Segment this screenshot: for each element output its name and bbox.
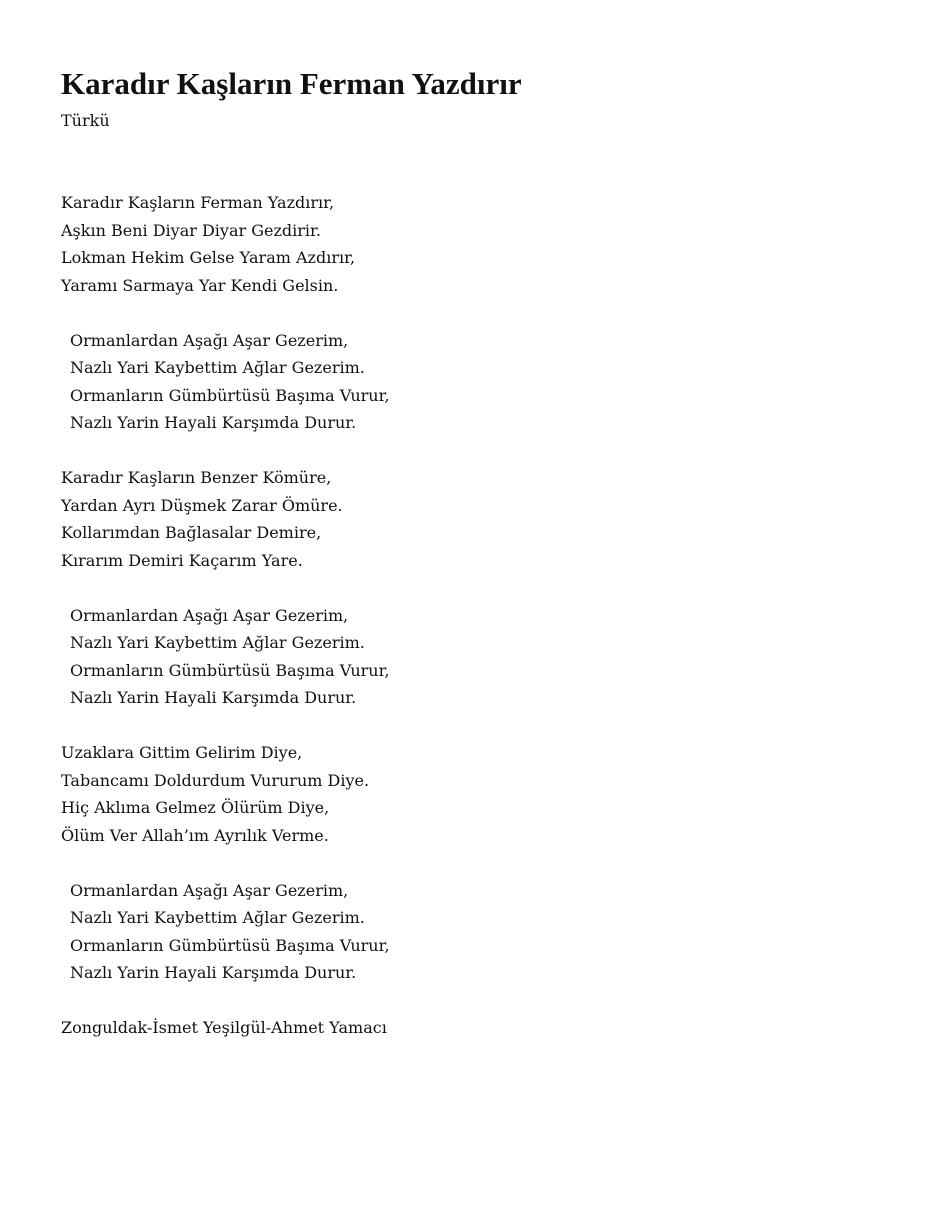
lyric-line: Hiç Aklıma Gelmez Ölürüm Diye, [61, 798, 330, 817]
lyric-line: Nazlı Yari Kaybettim Ağlar Gezerim. [70, 908, 365, 927]
document-page [61, 64, 901, 1042]
lyric-line: Lokman Hekim Gelse Yaram Azdırır, [61, 248, 356, 267]
lyric-line: Ormanların Gümbürtüsü Başıma Vurur, [70, 385, 390, 405]
stanza-verse-1 [61, 189, 901, 299]
lyric-line: Ormanların Gümbürtüsü Başıma Vurur, [70, 935, 390, 955]
lyric-line: Nazlı Yarin Hayali Karşımda Durur. [70, 688, 357, 707]
source-credit: Zonguldak-İsmet Yeşilgül-Ahmet Yamacı [61, 1018, 387, 1037]
stanza-verse-2 [61, 464, 901, 574]
stanza-chorus-1 [61, 327, 901, 437]
lyric-line: Ormanlardan Aşağı Aşar Gezerim, [70, 880, 349, 900]
lyric-line: Aşkın Beni Diyar Diyar Gezdirir. [61, 220, 321, 240]
lyric-line: Nazlı Yarin Hayali Karşımda Durur. [70, 963, 357, 982]
stanza-chorus-2 [61, 602, 901, 712]
lyric-line: Uzaklara Gittim Gelirim Diye, [61, 743, 303, 762]
lyrics-body [61, 189, 901, 1042]
page-subtitle: Türkü [61, 111, 110, 130]
lyric-line: Tabancamı Doldurdum Vururum Diye. [61, 770, 370, 790]
lyric-line: Ormanların Gümbürtüsü Başıma Vurur, [70, 660, 390, 680]
lyric-line: Kırarım Demiri Kaçarım Yare. [61, 550, 303, 570]
stanza-chorus-3 [61, 877, 901, 987]
lyric-line: Kollarımdan Bağlasalar Demire, [61, 523, 322, 542]
lyric-line: Nazlı Yari Kaybettim Ağlar Gezerim. [70, 633, 365, 652]
lyric-line: Nazlı Yarin Hayali Karşımda Durur. [70, 413, 357, 432]
page-title: Karadır Kaşların Ferman Yazdırır [61, 66, 522, 101]
lyric-line: Karadır Kaşların Benzer Kömüre, [61, 468, 332, 487]
lyric-line: Nazlı Yari Kaybettim Ağlar Gezerim. [70, 358, 365, 377]
stanza-verse-3 [61, 739, 901, 849]
lyric-line: Yaramı Sarmaya Yar Kendi Gelsin. [61, 275, 339, 295]
lyric-line: Ölüm Ver Allah’ım Ayrılık Verme. [61, 825, 329, 845]
lyric-line: Ormanlardan Aşağı Aşar Gezerim, [70, 605, 349, 625]
lyric-line: Yardan Ayrı Düşmek Zarar Ömüre. [61, 495, 343, 515]
lyric-line: Ormanlardan Aşağı Aşar Gezerim, [70, 330, 349, 350]
lyric-line: Karadır Kaşların Ferman Yazdırır, [61, 193, 335, 212]
